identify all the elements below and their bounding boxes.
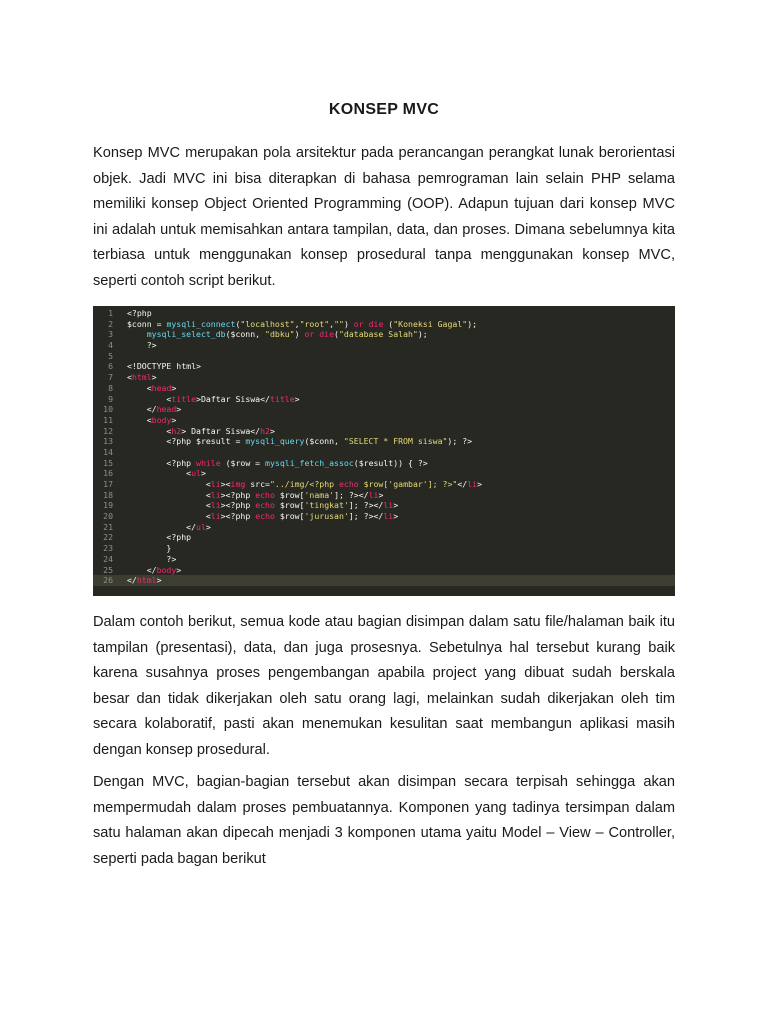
line-number: 2 xyxy=(108,318,113,329)
code-text: <html> xyxy=(127,372,157,383)
line-number: 15 xyxy=(103,457,113,468)
code-line xyxy=(93,511,675,522)
code-text: <?php while ($row = mysqli_fetch_assoc($result)) { ?> xyxy=(127,457,428,468)
code-line xyxy=(93,329,675,340)
line-number: 22 xyxy=(103,532,113,543)
code-text: } xyxy=(127,543,172,554)
line-number: 9 xyxy=(108,393,113,404)
code-lines xyxy=(93,308,675,586)
code-text xyxy=(127,351,675,362)
code-line xyxy=(93,532,675,543)
line-number: 21 xyxy=(103,521,113,532)
line-number: 18 xyxy=(103,489,113,500)
line-number: 12 xyxy=(103,425,113,436)
code-line xyxy=(93,426,675,437)
code-line xyxy=(93,500,675,511)
code-text: <?php xyxy=(127,308,152,318)
line-number: 11 xyxy=(103,414,113,425)
line-number: 5 xyxy=(108,350,113,361)
code-text: <li><img src="../img/<?php echo $row['gambar']; ?>"</li> xyxy=(127,479,482,489)
code-line xyxy=(93,447,675,458)
code-text xyxy=(127,447,675,458)
line-number: 26 xyxy=(103,575,113,586)
code-line xyxy=(93,575,675,586)
line-number: 17 xyxy=(103,479,113,489)
line-number: 19 xyxy=(103,500,113,511)
code-text: $conn = mysqli_connect("localhost","root","") or die ("Koneksi Gagal"); xyxy=(127,318,478,329)
explanation-paragraph: Dalam contoh berikut, semua kode atau bagian disimpan dalam satu file/halaman baik itu tampilan (presentasi), data, dan juga prosesnya. Sebetulnya hal tersebut kurang baik karena susahnya proses pengembangan apabila project yang dibuat sudah berskala besar dan tidak dikerjakan oleh satu orang lagi, melainkan sudah dikerjakan oleh tim secara kolaboratif, pasti akan menemukan kesulitan saat membangun aplikasi masih dengan konsep prosedural. xyxy=(93,614,675,758)
code-line xyxy=(93,340,675,351)
code-text: </head> xyxy=(127,404,182,415)
code-text: <head> xyxy=(127,382,177,393)
line-number: 3 xyxy=(108,329,113,340)
line-number: 13 xyxy=(103,436,113,447)
code-text: mysqli_select_db($conn, "dbku") or die("database Salah"); xyxy=(146,329,428,340)
code-line xyxy=(93,458,675,469)
code-text: </html> xyxy=(127,575,162,586)
code-line xyxy=(93,543,675,554)
code-text: <li><?php echo $row['tingkat']; ?></li> xyxy=(127,500,399,511)
code-text: <?php $result = mysqli_query($conn, "SELECT * FROM siswa"); ?> xyxy=(127,436,473,447)
code-line xyxy=(93,554,675,565)
code-line xyxy=(93,468,675,479)
code-text: <?php xyxy=(127,532,192,543)
code-line xyxy=(93,308,675,319)
code-line xyxy=(93,361,675,372)
mvc-paragraph: Dengan MVC, bagian-bagian tersebut akan disimpan secara terpisah sehingga akan mempermudah dalam proses pembuatannya. Komponen yang tadinya tersimpan dalam satu halaman akan dipecah menjadi 3 komponen utama yaitu Model – View – Controller, seperti pada bagan berikut xyxy=(93,774,675,867)
code-text: <body> xyxy=(127,414,177,425)
code-line xyxy=(93,415,675,426)
code-line xyxy=(93,404,675,415)
code-text: <!DOCTYPE html> xyxy=(127,361,201,372)
code-line xyxy=(93,565,675,576)
line-number: 4 xyxy=(108,340,113,351)
code-line xyxy=(93,490,675,501)
code-line xyxy=(93,319,675,330)
code-line xyxy=(93,436,675,447)
line-number: 25 xyxy=(103,564,113,575)
line-number: 7 xyxy=(108,372,113,383)
code-text: ?> xyxy=(127,553,177,564)
code-line xyxy=(93,372,675,383)
line-number: 16 xyxy=(103,468,113,479)
line-number: 1 xyxy=(108,308,113,318)
line-number: 6 xyxy=(108,361,113,372)
code-line xyxy=(93,479,675,490)
line-number: 14 xyxy=(103,446,113,457)
code-line xyxy=(93,522,675,533)
page-title: KONSEP MVC xyxy=(328,101,440,118)
code-text: <title>Daftar Siswa</title> xyxy=(127,393,300,404)
code-text: <li><?php echo $row['nama']; ?></li> xyxy=(127,489,384,500)
code-line xyxy=(93,394,675,405)
code-screenshot xyxy=(93,306,675,596)
line-number: 10 xyxy=(103,404,113,415)
code-text: <h2> Daftar Siswa</h2> xyxy=(127,425,275,436)
code-text: <ul> xyxy=(127,468,206,479)
code-text: ?> xyxy=(127,340,157,351)
line-number: 23 xyxy=(103,543,113,554)
code-text: </ul> xyxy=(127,521,211,532)
line-number: 8 xyxy=(108,382,113,393)
code-line xyxy=(93,351,675,362)
code-text: <li><?php echo $row['jurusan']; ?></li> xyxy=(127,511,399,522)
code-text: </body> xyxy=(127,564,182,575)
line-number: 20 xyxy=(103,511,113,522)
code-line xyxy=(93,383,675,394)
line-number: 24 xyxy=(103,553,113,564)
intro-paragraph: Konsep MVC merupakan pola arsitektur pada perancangan perangkat lunak berorientasi objek. Jadi MVC ini bisa diterapkan di bahasa pemrograman lain selain PHP selama memiliki konsep Object Oriented Programming (OOP). Adapun tujuan dari konsep MVC ini adalah untuk memisahkan antara tampilan, data, dan proses. Dimana sebelumnya kita terbiasa untuk menggunakan konsep prosedural tanpa menggunakan konsep MVC, seperti contoh script berikut. xyxy=(93,145,675,289)
